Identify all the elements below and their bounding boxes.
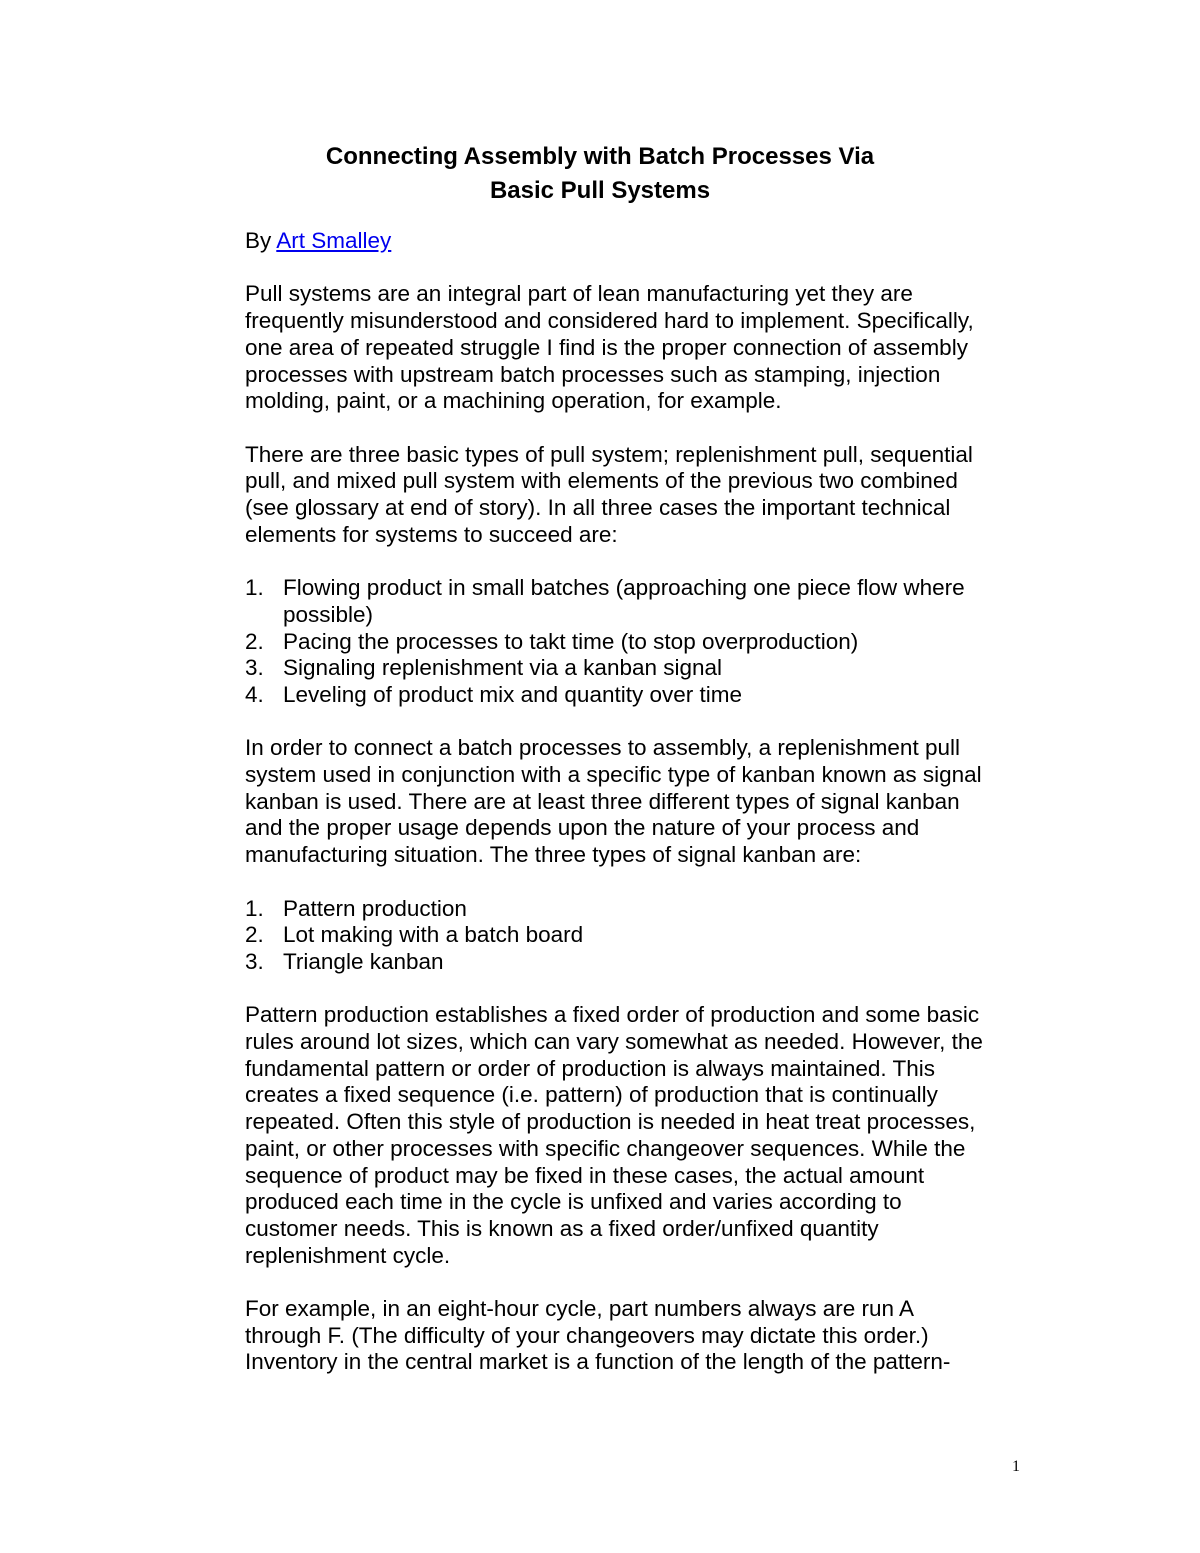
list-item-text: Triangle kanban <box>283 948 444 974</box>
paragraph-line: manufacturing situation. The three types of signal kanban are: <box>245 842 862 868</box>
list-item-text: possible) <box>283 601 374 627</box>
paragraph-line: replenishment cycle. <box>245 1242 451 1268</box>
paragraph-line: customer needs. This is known as a fixed order/unfixed quantity <box>245 1215 879 1241</box>
byline <box>245 228 1045 255</box>
technical-elements-list <box>245 575 1045 709</box>
list-item <box>245 922 1045 949</box>
list-item <box>245 655 1045 682</box>
page-number: 1 <box>1012 1458 1020 1475</box>
title-line-1: Connecting Assembly with Batch Processes Via <box>325 143 875 170</box>
list-item-number: 1. <box>245 575 264 601</box>
paragraph-line: (see glossary at end of story). In all three cases the important technical <box>245 495 951 520</box>
paragraph-line: fundamental pattern or order of production is always maintained. This <box>245 1055 935 1081</box>
list-item-number: 2. <box>245 628 264 654</box>
paragraph-line: one area of repeated struggle I find is the proper connection of assembly <box>245 334 968 360</box>
list-item <box>245 896 1045 923</box>
paragraph-pull-types <box>245 442 1045 549</box>
paragraph-line: There are three basic types of pull system; replenishment pull, sequential <box>245 441 973 467</box>
list-item <box>245 629 1045 656</box>
list-item-number: 1. <box>245 895 264 921</box>
paragraph-line: molding, paint, or a machining operation, for example. <box>245 388 782 414</box>
paragraph-line: In order to connect a batch processes to assembly, a replenishment pull <box>245 735 960 761</box>
paragraph-line: creates a fixed sequence (i.e. pattern) of production that is continually <box>245 1082 938 1108</box>
paragraph-signal-kanban <box>245 735 1045 869</box>
paragraph-line: system used in conjunction with a specific type of kanban known as signal <box>245 762 982 787</box>
list-item-number: 2. <box>245 922 264 948</box>
paragraph-line: repeated. Often this style of production is needed in heat treat processes, <box>245 1109 976 1135</box>
paragraph-line: produced each time in the cycle is unfixed and varies according to <box>245 1189 902 1215</box>
document-title <box>0 140 1200 208</box>
list-item-text: Pattern production <box>283 895 467 921</box>
paragraph-line: processes with upstream batch processes such as stamping, injection <box>245 361 941 387</box>
signal-kanban-types-list <box>245 896 1045 976</box>
list-item-number: 3. <box>245 655 264 681</box>
paragraph-line: paint, or other processes with specific changeover sequences. While the <box>245 1135 966 1161</box>
title-line-2: Basic Pull Systems <box>489 177 711 204</box>
author-link[interactable]: Art Smalley <box>276 228 392 253</box>
paragraph-line: sequence of product may be fixed in these cases, the actual amount <box>245 1162 925 1188</box>
paragraph-line: through F. (The difficulty of your changeovers may dictate this order.) <box>245 1322 929 1348</box>
paragraph-line: and the proper usage depends upon the nature of your process and <box>245 815 920 841</box>
list-item-text: Flowing product in small batches (approaching one piece flow where <box>283 575 965 601</box>
list-item-number: 3. <box>245 948 264 974</box>
paragraph-line: kanban is used. There are at least three different types of signal kanban <box>245 788 960 814</box>
byline-prefix: By <box>245 228 277 253</box>
paragraph-line: pull, and mixed pull system with elements of the previous two combined <box>245 468 958 494</box>
list-item-text: Leveling of product mix and quantity over time <box>283 681 742 707</box>
paragraph-intro <box>245 281 1045 415</box>
list-item <box>245 949 1045 976</box>
list-item <box>245 682 1045 709</box>
paragraph-line: Pattern production establishes a fixed order of production and some basic <box>245 1002 980 1028</box>
paragraph-line: For example, in an eight-hour cycle, part numbers always are run A <box>245 1296 915 1322</box>
paragraph-example <box>245 1296 1045 1376</box>
paragraph-line: Pull systems are an integral part of lean manufacturing yet they are <box>245 281 913 307</box>
list-item-text: Signaling replenishment via a kanban signal <box>283 655 723 681</box>
paragraph-pattern-production <box>245 1002 1045 1269</box>
list-item <box>245 575 1045 628</box>
list-item-number: 4. <box>245 681 264 707</box>
paragraph-line: elements for systems to succeed are: <box>245 521 618 547</box>
list-item-text: Pacing the processes to takt time (to stop overproduction) <box>283 628 859 654</box>
document-body <box>245 228 1045 1403</box>
paragraph-line: rules around lot sizes, which can vary somewhat as needed. However, the <box>245 1029 983 1054</box>
list-item-text: Lot making with a batch board <box>283 922 584 948</box>
paragraph-line: frequently misunderstood and considered hard to implement. Specifically, <box>245 308 974 334</box>
paragraph-line: Inventory in the central market is a function of the length of the pattern- <box>245 1349 951 1375</box>
